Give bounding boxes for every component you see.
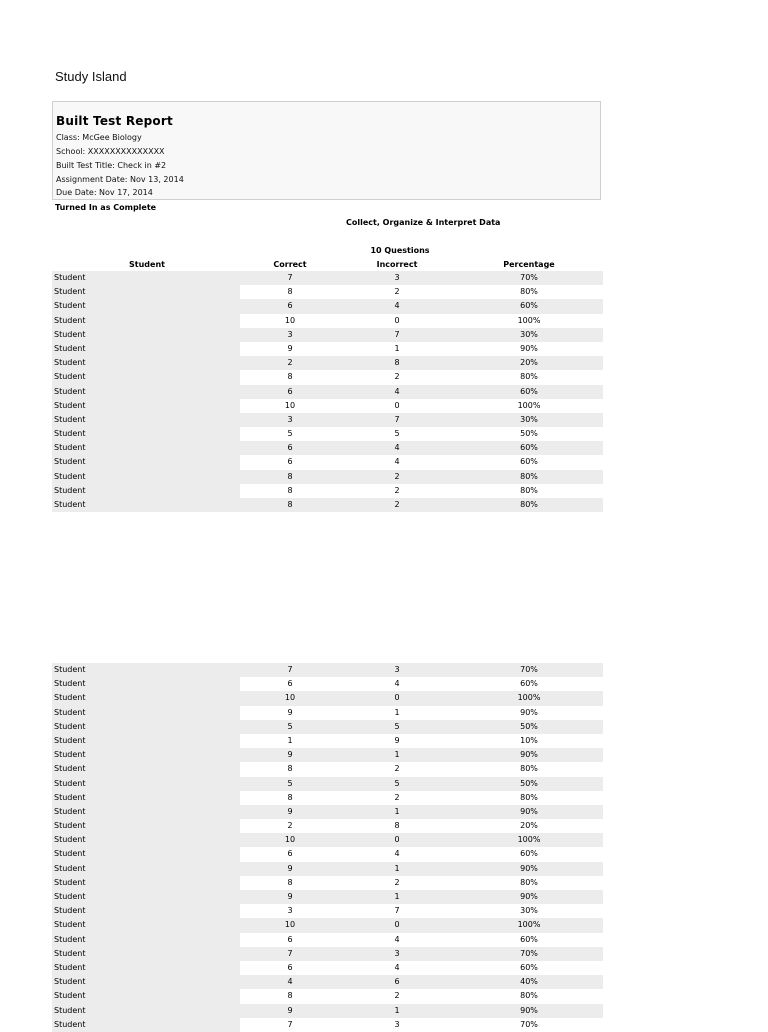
percentage-value: 100%	[517, 920, 541, 930]
table-row	[52, 989, 603, 1003]
percentage-value: 90%	[520, 806, 538, 816]
student-name: Student	[54, 414, 86, 424]
student-name: Student	[54, 485, 86, 495]
completion-status: Turned In as Complete	[55, 203, 157, 212]
student-name: Student	[54, 329, 86, 339]
student-name: Student	[54, 849, 86, 859]
correct-count: 3	[287, 906, 293, 916]
incorrect-count: 4	[394, 934, 400, 944]
student-name: Student	[54, 920, 86, 930]
assignment-date-line: Assignment Date: Nov 13, 2014	[56, 175, 184, 184]
table-row	[52, 748, 603, 762]
table-row	[52, 314, 603, 328]
table-row	[52, 904, 603, 918]
correct-count: 7	[287, 1019, 293, 1029]
incorrect-count: 0	[394, 693, 400, 703]
student-name: Student	[54, 707, 86, 717]
correct-count: 9	[287, 863, 293, 873]
incorrect-count: 1	[394, 707, 400, 717]
percentage-value: 80%	[520, 372, 538, 382]
student-name: Student	[54, 301, 86, 311]
incorrect-count: 3	[394, 665, 400, 674]
table-row	[52, 975, 603, 989]
correct-count: 6	[287, 386, 293, 396]
correct-count: 5	[287, 721, 293, 731]
student-name: Student	[54, 679, 86, 689]
correct-count: 9	[287, 707, 293, 717]
percentage-value: 80%	[520, 471, 538, 481]
correct-count: 6	[287, 849, 293, 859]
report-title: Built Test Report	[56, 114, 173, 128]
table-row	[52, 918, 603, 932]
correct-count: 8	[287, 287, 293, 297]
student-name: Student	[54, 443, 86, 453]
student-name: Student	[54, 343, 86, 353]
student-name: Student	[54, 934, 86, 944]
incorrect-count: 1	[394, 892, 400, 901]
student-name: Student	[54, 764, 86, 774]
percentage-value: 100%	[517, 693, 541, 703]
incorrect-count: 4	[394, 962, 400, 972]
student-name: Student	[54, 991, 86, 1001]
incorrect-count: 0	[394, 835, 400, 845]
correct-count: 5	[287, 429, 293, 439]
brand-title: Study Island	[55, 69, 127, 84]
percentage-value: 100%	[517, 835, 541, 845]
student-name: Student	[54, 400, 86, 410]
correct-count: 9	[287, 806, 293, 816]
table-row	[52, 805, 603, 819]
correct-count: 8	[287, 485, 293, 495]
column-header-incorrect: Incorrect	[376, 260, 418, 269]
table-row	[52, 677, 603, 691]
incorrect-count: 1	[394, 806, 400, 816]
table-row	[52, 933, 603, 947]
correct-count: 8	[287, 500, 293, 509]
incorrect-count: 4	[394, 386, 400, 396]
correct-count: 8	[287, 877, 293, 887]
student-name: Student	[54, 1005, 86, 1015]
incorrect-count: 1	[394, 343, 400, 353]
percentage-value: 80%	[520, 485, 538, 495]
correct-count: 9	[287, 343, 293, 353]
correct-count: 9	[287, 750, 293, 760]
correct-count: 8	[287, 764, 293, 774]
incorrect-count: 4	[394, 849, 400, 859]
percentage-value: 20%	[520, 821, 538, 831]
percentage-value: 60%	[520, 849, 538, 859]
table-row	[52, 890, 603, 904]
correct-count: 9	[287, 1005, 293, 1015]
table-row	[52, 847, 603, 861]
table-row	[52, 1018, 603, 1032]
results-table-1	[52, 271, 603, 512]
percentage-value: 60%	[520, 679, 538, 689]
table-row	[52, 470, 603, 484]
percentage-value: 90%	[520, 343, 538, 353]
incorrect-count: 2	[394, 991, 400, 1001]
incorrect-count: 4	[394, 443, 400, 453]
section-title: Collect, Organize & Interpret Data	[346, 218, 501, 227]
table-row	[52, 455, 603, 469]
table-row	[52, 441, 603, 455]
percentage-value: 80%	[520, 991, 538, 1001]
incorrect-count: 0	[394, 315, 400, 325]
incorrect-count: 0	[394, 400, 400, 410]
incorrect-count: 2	[394, 471, 400, 481]
table-row	[52, 399, 603, 413]
correct-count: 4	[287, 977, 293, 987]
student-name: Student	[54, 962, 86, 972]
incorrect-count: 4	[394, 301, 400, 311]
correct-count: 6	[287, 443, 293, 453]
student-name: Student	[54, 1019, 86, 1029]
table-row	[52, 791, 603, 805]
incorrect-count: 2	[394, 792, 400, 802]
table-row	[52, 876, 603, 890]
table-row	[52, 385, 603, 399]
percentage-value: 70%	[520, 1019, 538, 1029]
percentage-value: 90%	[520, 750, 538, 760]
correct-count: 10	[284, 835, 296, 845]
percentage-value: 90%	[520, 863, 538, 873]
percentage-value: 80%	[520, 764, 538, 774]
percentage-value: 80%	[520, 500, 538, 509]
test-title-line: Built Test Title: Check in #2	[56, 161, 167, 170]
table-row	[52, 663, 603, 677]
incorrect-count: 2	[394, 485, 400, 495]
incorrect-count: 8	[394, 358, 400, 368]
student-name: Student	[54, 358, 86, 368]
incorrect-count: 8	[394, 821, 400, 831]
correct-count: 3	[287, 414, 293, 424]
percentage-value: 90%	[520, 892, 538, 901]
percentage-value: 30%	[520, 414, 538, 424]
correct-count: 10	[284, 693, 296, 703]
incorrect-count: 4	[394, 457, 400, 467]
student-name: Student	[54, 892, 86, 901]
incorrect-count: 5	[394, 721, 400, 731]
table-row	[52, 691, 603, 705]
table-row	[52, 734, 603, 748]
column-header-percentage: Percentage	[503, 260, 555, 269]
table-row	[52, 342, 603, 356]
student-name: Student	[54, 665, 86, 674]
class-line: Class: McGee Biology	[56, 133, 142, 142]
percentage-value: 50%	[520, 721, 538, 731]
incorrect-count: 0	[394, 920, 400, 930]
student-name: Student	[54, 806, 86, 816]
table-row	[52, 862, 603, 876]
incorrect-count: 7	[394, 329, 400, 339]
percentage-value: 60%	[520, 386, 538, 396]
table-row	[52, 356, 603, 370]
correct-count: 8	[287, 792, 293, 802]
table-row	[52, 328, 603, 342]
student-name: Student	[54, 471, 86, 481]
student-name: Student	[54, 778, 86, 788]
percentage-value: 80%	[520, 792, 538, 802]
correct-count: 6	[287, 962, 293, 972]
incorrect-count: 1	[394, 1005, 400, 1015]
incorrect-count: 6	[394, 977, 400, 987]
column-header-student: Student	[129, 260, 165, 269]
percentage-value: 20%	[520, 358, 538, 368]
correct-count: 6	[287, 457, 293, 467]
percentage-value: 70%	[520, 665, 538, 674]
table-row	[52, 777, 603, 791]
correct-count: 6	[287, 934, 293, 944]
incorrect-count: 3	[394, 948, 400, 958]
correct-count: 8	[287, 471, 293, 481]
student-name: Student	[54, 906, 86, 916]
correct-count: 6	[287, 301, 293, 311]
table-row	[52, 706, 603, 720]
table-row	[52, 285, 603, 299]
percentage-value: 90%	[520, 707, 538, 717]
percentage-value: 80%	[520, 287, 538, 297]
table-row	[52, 484, 603, 498]
incorrect-count: 5	[394, 429, 400, 439]
report-header	[52, 101, 601, 200]
percentage-value: 30%	[520, 906, 538, 916]
percentage-value: 60%	[520, 934, 538, 944]
correct-count: 9	[287, 892, 293, 901]
table-row	[52, 427, 603, 441]
student-name: Student	[54, 386, 86, 396]
incorrect-count: 1	[394, 750, 400, 760]
student-name: Student	[54, 750, 86, 760]
correct-count: 10	[284, 315, 296, 325]
student-name: Student	[54, 735, 86, 745]
column-header-correct: Correct	[273, 260, 307, 269]
student-name: Student	[54, 821, 86, 831]
student-name: Student	[54, 863, 86, 873]
correct-count: 10	[284, 400, 296, 410]
percentage-value: 50%	[520, 778, 538, 788]
correct-count: 6	[287, 679, 293, 689]
student-name: Student	[54, 948, 86, 958]
school-line: School: XXXXXXXXXXXXXX	[56, 147, 165, 156]
percentage-value: 60%	[520, 301, 538, 311]
student-name: Student	[54, 877, 86, 887]
table-row	[52, 720, 603, 734]
incorrect-count: 2	[394, 764, 400, 774]
incorrect-count: 4	[394, 679, 400, 689]
correct-count: 8	[287, 372, 293, 382]
student-name: Student	[54, 500, 86, 509]
percentage-value: 100%	[517, 315, 541, 325]
percentage-value: 90%	[520, 1005, 538, 1015]
correct-count: 7	[287, 665, 293, 674]
correct-count: 7	[287, 948, 293, 958]
correct-count: 5	[287, 778, 293, 788]
student-name: Student	[54, 977, 86, 987]
correct-count: 3	[287, 329, 293, 339]
student-name: Student	[54, 429, 86, 439]
table-row	[52, 819, 603, 833]
student-name: Student	[54, 273, 86, 282]
percentage-value: 70%	[520, 273, 538, 282]
incorrect-count: 7	[394, 906, 400, 916]
incorrect-count: 2	[394, 877, 400, 887]
student-name: Student	[54, 287, 86, 297]
table-row	[52, 299, 603, 313]
incorrect-count: 2	[394, 500, 400, 509]
percentage-value: 60%	[520, 443, 538, 453]
percentage-value: 80%	[520, 877, 538, 887]
student-name: Student	[54, 721, 86, 731]
table-row	[52, 370, 603, 384]
table-row	[52, 498, 603, 512]
percentage-value: 40%	[520, 977, 538, 987]
due-date-line: Due Date: Nov 17, 2014	[56, 188, 153, 197]
incorrect-count: 1	[394, 863, 400, 873]
percentage-value: 50%	[520, 429, 538, 439]
correct-count: 8	[287, 991, 293, 1001]
results-table-2	[52, 663, 603, 1032]
table-row	[52, 413, 603, 427]
percentage-value: 100%	[517, 400, 541, 410]
student-name: Student	[54, 792, 86, 802]
student-name: Student	[54, 693, 86, 703]
table-row	[52, 762, 603, 776]
incorrect-count: 9	[394, 735, 400, 745]
incorrect-count: 7	[394, 414, 400, 424]
table-row	[52, 1004, 603, 1018]
questions-count: 10 Questions	[370, 246, 430, 255]
percentage-value: 10%	[520, 735, 538, 745]
table-row	[52, 833, 603, 847]
correct-count: 1	[287, 735, 293, 745]
correct-count: 7	[287, 273, 293, 282]
table-row	[52, 961, 603, 975]
correct-count: 2	[287, 358, 293, 368]
table-row	[52, 271, 603, 285]
percentage-value: 70%	[520, 948, 538, 958]
student-name: Student	[54, 315, 86, 325]
incorrect-count: 5	[394, 778, 400, 788]
student-name: Student	[54, 835, 86, 845]
table-row	[52, 947, 603, 961]
percentage-value: 60%	[520, 457, 538, 467]
percentage-value: 30%	[520, 329, 538, 339]
incorrect-count: 3	[394, 1019, 400, 1029]
correct-count: 2	[287, 821, 293, 831]
incorrect-count: 3	[394, 273, 400, 282]
student-name: Student	[54, 372, 86, 382]
percentage-value: 60%	[520, 962, 538, 972]
correct-count: 10	[284, 920, 296, 930]
incorrect-count: 2	[394, 287, 400, 297]
incorrect-count: 2	[394, 372, 400, 382]
student-name: Student	[54, 457, 86, 467]
